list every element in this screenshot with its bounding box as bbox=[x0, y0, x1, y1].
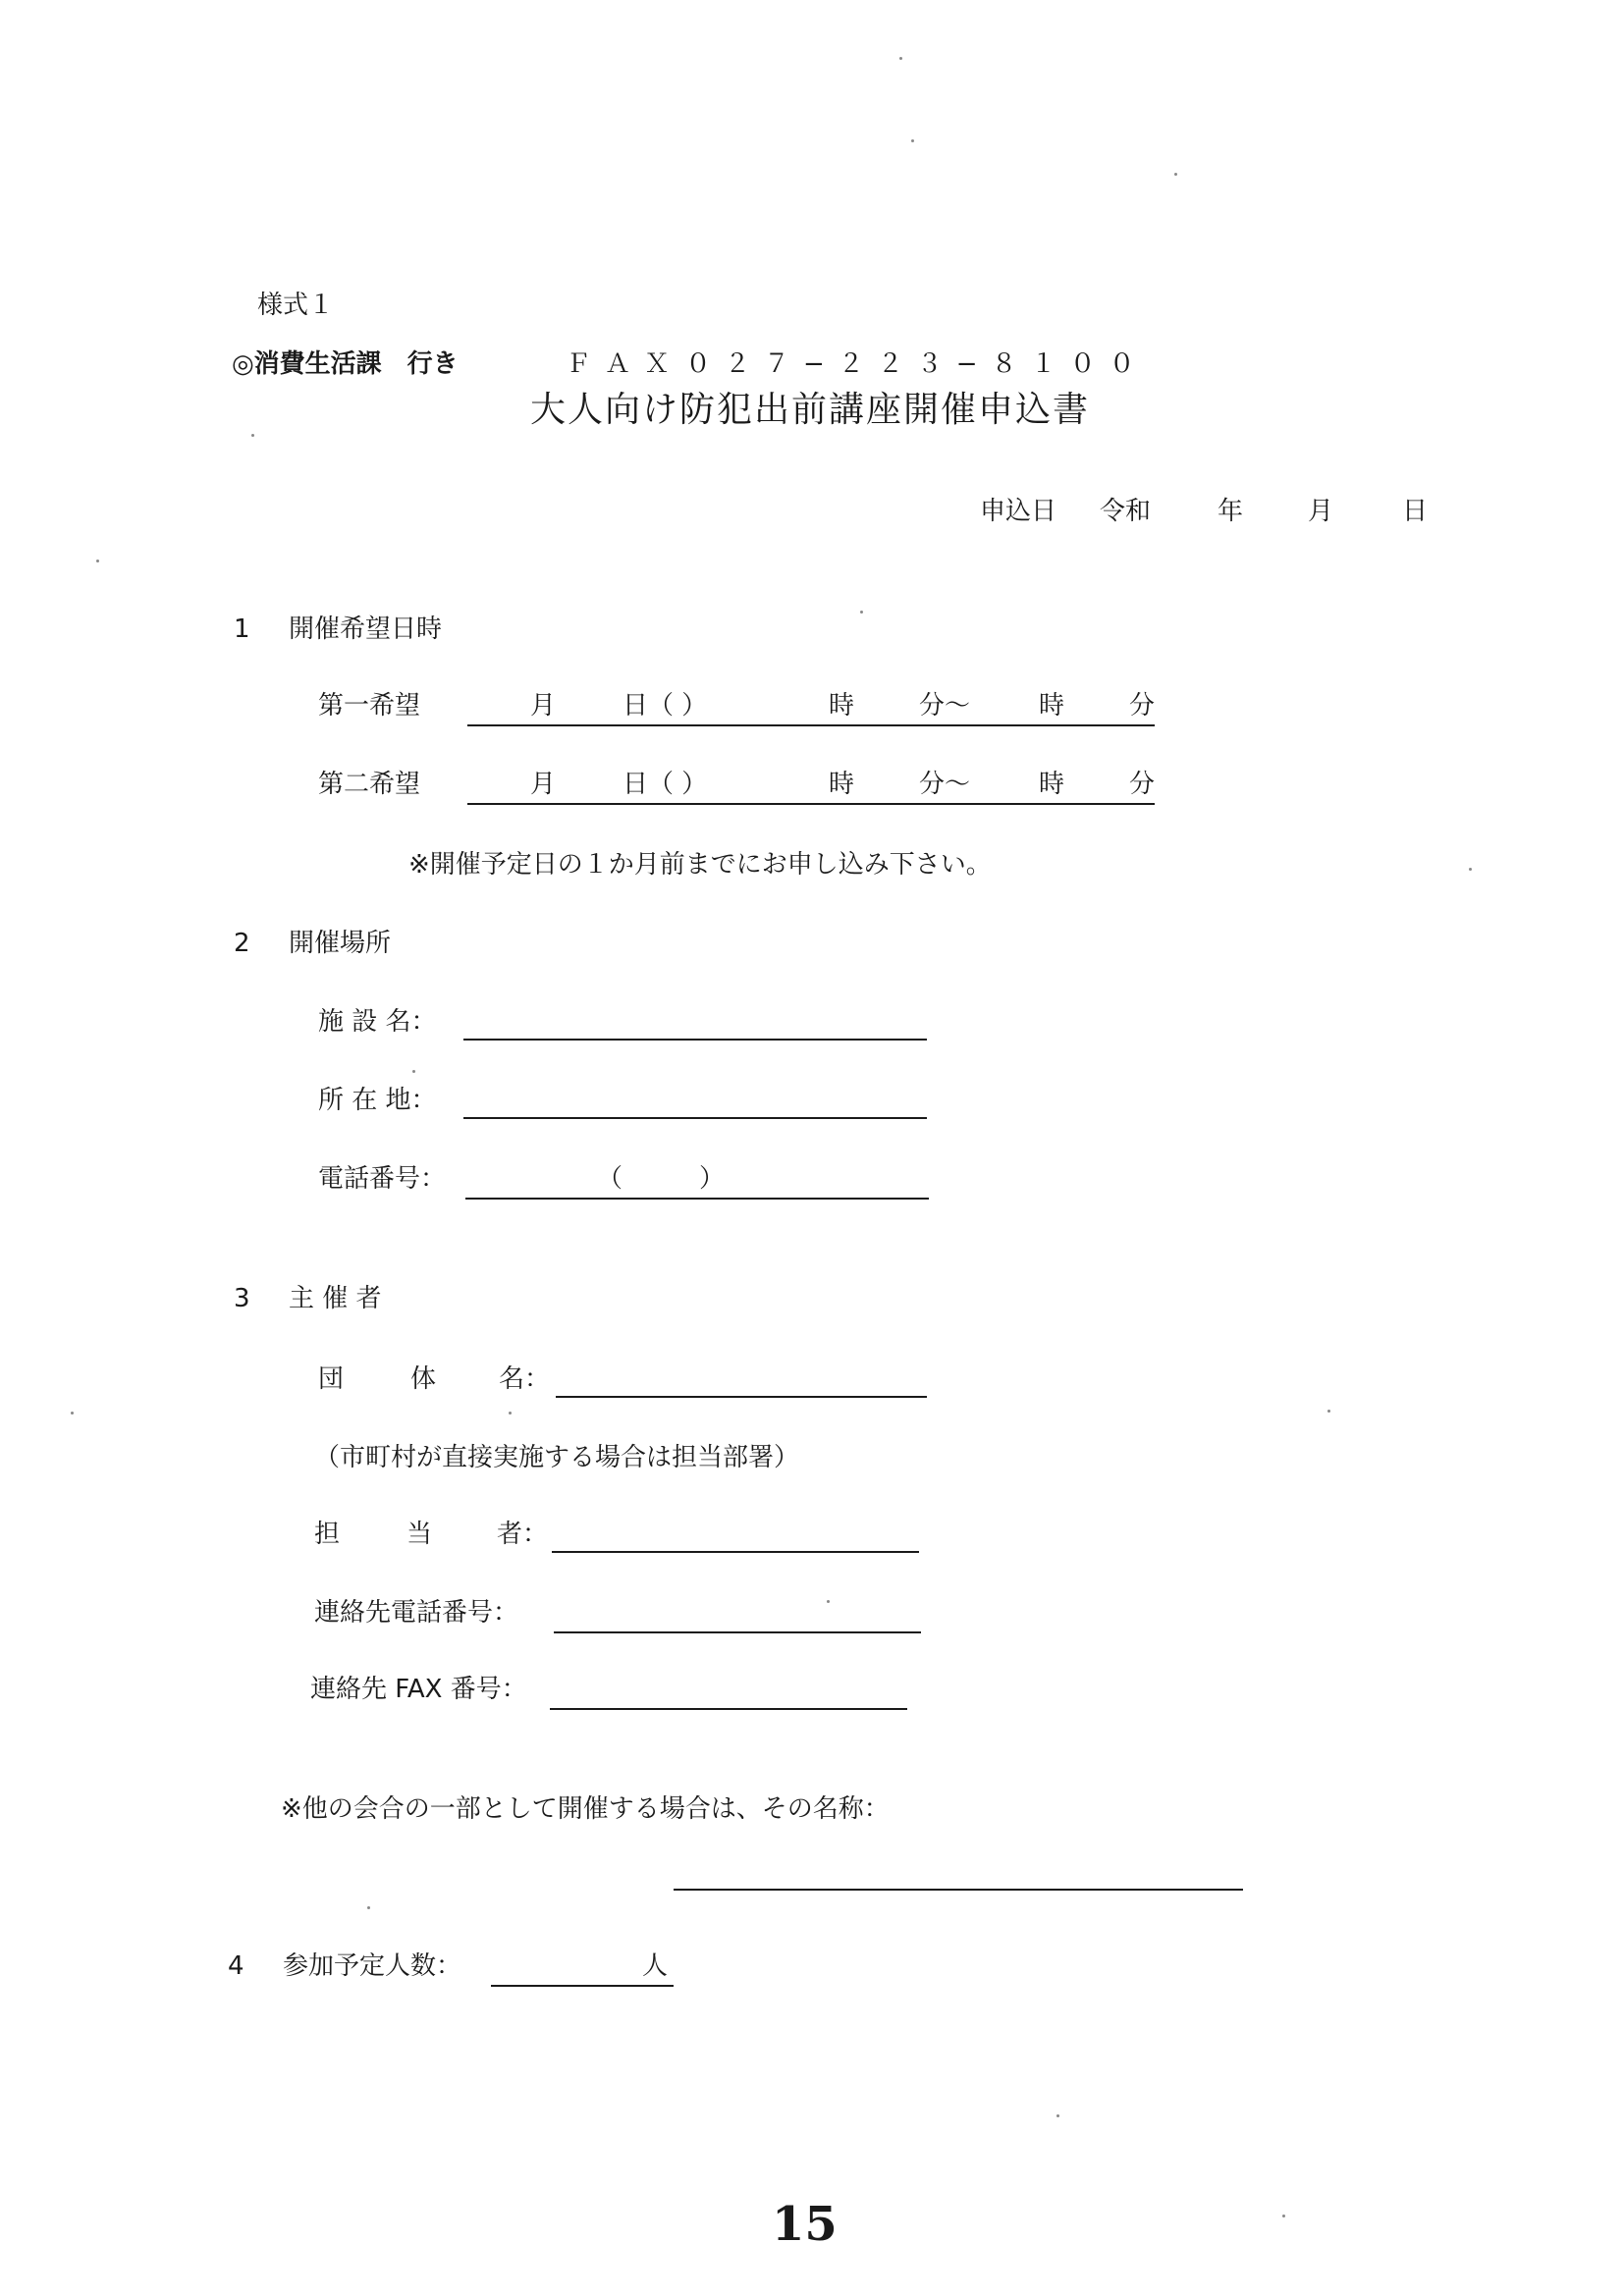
address-input-line[interactable] bbox=[463, 1117, 927, 1119]
section3-number: 3 bbox=[234, 1284, 250, 1313]
section1-heading: 開催希望日時 bbox=[289, 614, 443, 644]
section1-number: 1 bbox=[234, 614, 250, 644]
second-choice-min1: 分～ bbox=[919, 770, 971, 799]
page-title: 大人向け防犯出前講座開催申込書 bbox=[530, 390, 1091, 430]
scan-speck bbox=[251, 434, 254, 437]
section2-number: 2 bbox=[234, 929, 250, 958]
meeting-name-note: ※他の会合の一部として開催する場合は、その名称： bbox=[281, 1794, 890, 1824]
first-choice-min2: 分 bbox=[1129, 691, 1156, 721]
scan-speck bbox=[1282, 2215, 1285, 2217]
organization-label-char3: 名： bbox=[499, 1364, 551, 1394]
participants-label: 参加予定人数： bbox=[283, 1951, 462, 1981]
venue-phone-label: 電話番号： bbox=[318, 1164, 447, 1194]
section2-heading: 開催場所 bbox=[289, 929, 392, 958]
person-label-char3: 者： bbox=[497, 1520, 549, 1549]
first-choice-hour2: 時 bbox=[1039, 691, 1065, 721]
first-choice-month: 月 bbox=[530, 691, 557, 721]
scan-speck bbox=[509, 1412, 512, 1415]
era-label: 令和 bbox=[1100, 497, 1152, 526]
scan-speck bbox=[96, 560, 99, 562]
month-label: 月 bbox=[1308, 497, 1334, 526]
participants-input-line[interactable] bbox=[491, 1985, 674, 1987]
deadline-note: ※開催予定日の１か月前までにお申し込み下さい。 bbox=[408, 850, 992, 880]
meeting-name-input-line[interactable] bbox=[674, 1889, 1243, 1891]
scan-speck bbox=[911, 139, 914, 142]
contact-phone-label: 連絡先電話番号： bbox=[314, 1598, 519, 1628]
scan-speck bbox=[1327, 1410, 1330, 1413]
contact-phone-input-line[interactable] bbox=[554, 1631, 921, 1633]
venue-phone-area-code: （ ） bbox=[597, 1164, 726, 1194]
venue-phone-input-line[interactable] bbox=[465, 1198, 929, 1200]
day-label: 日 bbox=[1402, 497, 1429, 526]
participants-unit: 人 bbox=[642, 1951, 669, 1981]
person-label-char2: 当 bbox=[406, 1520, 433, 1549]
year-label: 年 bbox=[1218, 497, 1244, 526]
scan-speck bbox=[1469, 868, 1472, 871]
scan-speck bbox=[367, 1906, 370, 1909]
second-choice-label: 第二希望 bbox=[318, 770, 421, 799]
scan-speck bbox=[412, 1070, 415, 1073]
scan-speck bbox=[1174, 173, 1177, 176]
second-choice-day: 日（ ） bbox=[623, 770, 708, 799]
section4-number: 4 bbox=[228, 1951, 244, 1981]
organization-label-char1: 団 bbox=[318, 1364, 345, 1394]
contact-fax-input-line[interactable] bbox=[550, 1708, 907, 1710]
first-choice-label: 第一希望 bbox=[318, 691, 421, 721]
scan-speck bbox=[71, 1412, 74, 1415]
scan-speck bbox=[860, 611, 863, 614]
form-number: 様式１ bbox=[257, 291, 335, 320]
recipient: ◎消費生活課 行き bbox=[232, 349, 459, 379]
fax-number: ０２７−２２３−８１００ bbox=[685, 349, 1149, 379]
second-choice-hour1: 時 bbox=[829, 770, 855, 799]
fax-label: ＦＡＸ bbox=[566, 349, 684, 379]
page-number: 15 bbox=[772, 2197, 838, 2252]
section3-heading: 主 催 者 bbox=[289, 1284, 382, 1313]
scan-speck bbox=[1056, 2114, 1059, 2117]
facility-name-label: 施 設 名： bbox=[318, 1007, 437, 1037]
person-input-line[interactable] bbox=[552, 1551, 919, 1553]
contact-fax-label: 連絡先 FAX 番号： bbox=[310, 1675, 527, 1704]
second-choice-hour2: 時 bbox=[1039, 770, 1065, 799]
address-label: 所 在 地： bbox=[318, 1086, 437, 1115]
organization-label-char2: 体 bbox=[410, 1364, 437, 1394]
application-date-label: 申込日 bbox=[980, 497, 1057, 526]
organization-input-line[interactable] bbox=[556, 1396, 927, 1398]
person-label-char1: 担 bbox=[314, 1520, 341, 1549]
facility-name-input-line[interactable] bbox=[463, 1039, 927, 1041]
second-choice-month: 月 bbox=[530, 770, 557, 799]
first-choice-input-line[interactable] bbox=[467, 724, 1155, 726]
scan-speck bbox=[827, 1600, 830, 1603]
second-choice-input-line[interactable] bbox=[467, 803, 1155, 805]
organization-note: （市町村が直接実施する場合は担当部署） bbox=[314, 1443, 800, 1472]
first-choice-hour1: 時 bbox=[829, 691, 855, 721]
first-choice-min1: 分～ bbox=[919, 691, 971, 721]
second-choice-min2: 分 bbox=[1129, 770, 1156, 799]
first-choice-day: 日（ ） bbox=[623, 691, 708, 721]
scan-speck bbox=[899, 57, 902, 60]
